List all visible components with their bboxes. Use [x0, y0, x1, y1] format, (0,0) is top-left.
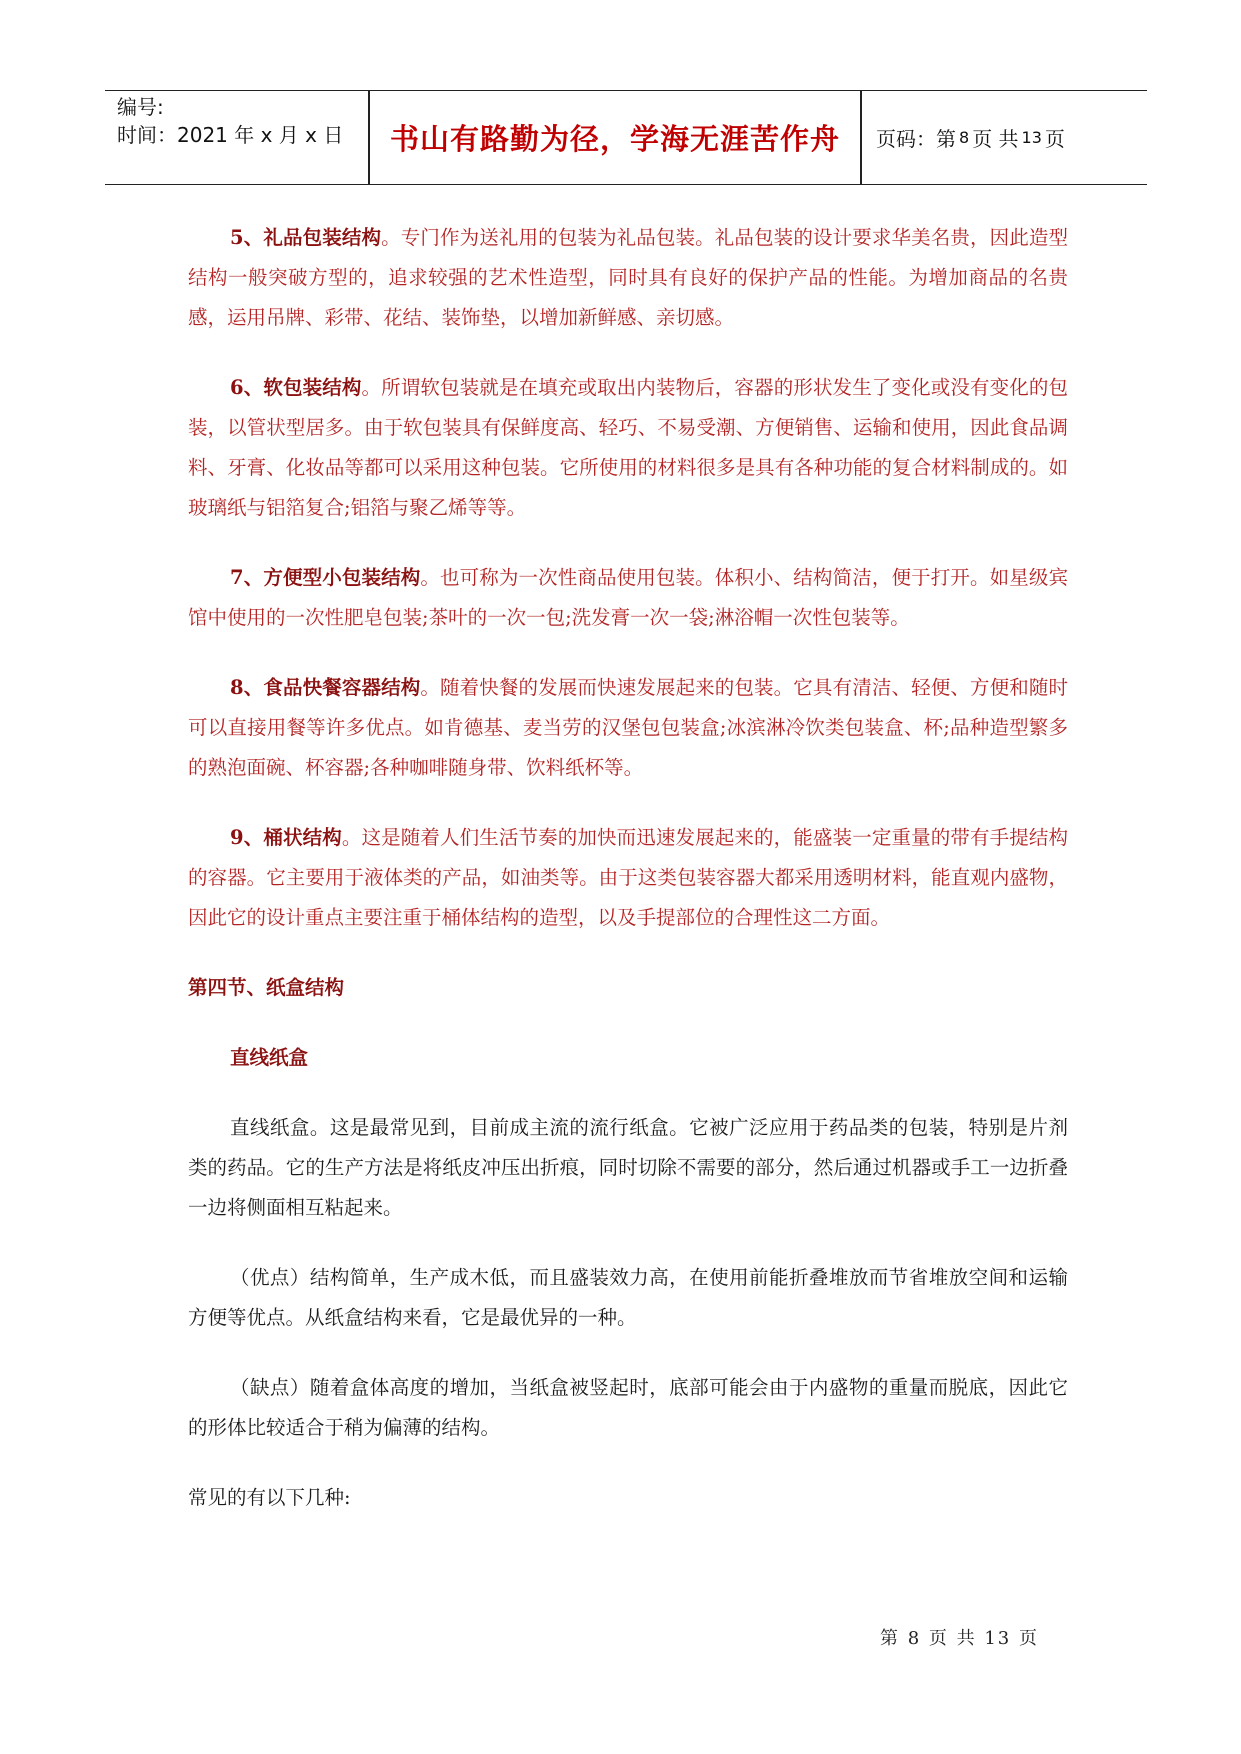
header-meta: [117, 93, 367, 149]
paragraph-disadvantages: （缺点）随着盒体高度的增加，当纸盒被竖起时，底部可能会由于内盛物的重量而脱底，因此它的形体比较适合于稍为偏薄的结构。: [188, 1376, 1068, 1439]
page-suffix: 页: [1044, 127, 1065, 151]
paragraph-advantages: （优点）结构简单，生产成木低，而且盛装效力高，在使用前能折叠堆放而节省堆放空间和运输方便等优点。从纸盒结构来看，它是最优异的一种。: [188, 1266, 1068, 1329]
section-title: 第四节、纸盒结构: [188, 976, 345, 999]
page-total: 13: [1021, 128, 1042, 147]
paragraph-fastfood-container: [188, 668, 1068, 788]
paragraph-heading: 9、桶状结构: [230, 826, 342, 849]
paragraph-list-intro: 常见的有以下几种:: [188, 1486, 351, 1509]
paragraph-text: 。这是随着人们生活节奏的加快而迅速发展起来的，能盛装一定重量的带有手提结构的容器。它主要用于液体类的产品，如油类等。由于这类包装容器大都采用透明材料，能直观内盛物，因此它的设计重点主要注重于桶体结构的造型，以及手提部位的合理性这二方面。: [188, 826, 1068, 929]
paragraph-heading: 5、礼品包装结构: [230, 226, 382, 249]
page-mid: 页 共: [972, 127, 1019, 151]
paragraph-heading: 6、软包装结构: [230, 376, 362, 399]
paragraph-small-packaging: [188, 558, 1068, 638]
paragraph-heading: 8、食品快餐容器结构: [230, 676, 421, 699]
paragraph-heading: 7、方便型小包装结构: [230, 566, 421, 589]
subsection-title: 直线纸盒: [230, 1046, 309, 1069]
document-number-label: 编号:: [117, 95, 164, 119]
page-header: [105, 90, 1147, 185]
paragraph-text: 。也可称为一次性商品使用包装。体积小、结构简洁，便于打开。如星级宾馆中使用的一次性肥皂包装;茶叶的一次一包;洗发膏一次一袋;淋浴帽一次性包装等。: [188, 566, 1068, 629]
document-time-label: 时间：2021 年 x 月 x 日: [117, 123, 344, 147]
paragraph-barrel-structure: [188, 818, 1068, 938]
page-footer: 第 8 页 共 13 页: [880, 1628, 1039, 1649]
paragraph-straight-box-intro: 直线纸盒。这是最常见到，目前成主流的流行纸盒。它被广泛应用于药品类的包装，特别是片剂类的药品。它的生产方法是将纸皮冲压出折痕，同时切除不需要的部分，然后通过机器或手工一边折叠一边将侧面相互粘起来。: [188, 1116, 1068, 1219]
header-motto: 书山有路勤为径，学海无涯苦作舟: [389, 122, 840, 156]
paragraph-text: 。随着快餐的发展而快速发展起来的包装。它具有清洁、轻便、方便和随时可以直接用餐等许多优点。如肯德基、麦当劳的汉堡包包装盒;冰滨淋冷饮类包装盒、杯;品种造型繁多的熟泡面碗、杯容器;各种咖啡随身带、饮料纸杯等。: [188, 676, 1068, 779]
paragraph-text: 。专门作为送礼用的包装为礼品包装。礼品包装的设计要求华美名贵，因此造型结构一般突破方型的，追求较强的艺术性造型，同时具有良好的保护产品的性能。为增加商品的名贵感，运用吊牌、彩带、花结、装饰垫，以增加新鲜感、亲切感。: [188, 226, 1068, 329]
document-body: [188, 218, 1068, 1518]
page-prefix: 页码：第: [876, 127, 956, 151]
paragraph-gift-packaging: [188, 218, 1068, 338]
page-current: 8: [959, 128, 970, 147]
paragraph-text: 。所谓软包装就是在填充或取出内装物后，容器的形状发生了变化或没有变化的包装，以管状型居多。由于软包装具有保鲜度高、轻巧、不易受潮、方便销售、运输和使用，因此食品调料、牙膏、化妆品等都可以采用这种包装。它所使用的材料很多是具有各种功能的复合材料制成的。如玻璃纸与铝箔复合;铝箔与聚乙烯等等。: [188, 376, 1068, 519]
header-page-info: [862, 91, 1147, 184]
paragraph-soft-packaging: [188, 368, 1068, 528]
